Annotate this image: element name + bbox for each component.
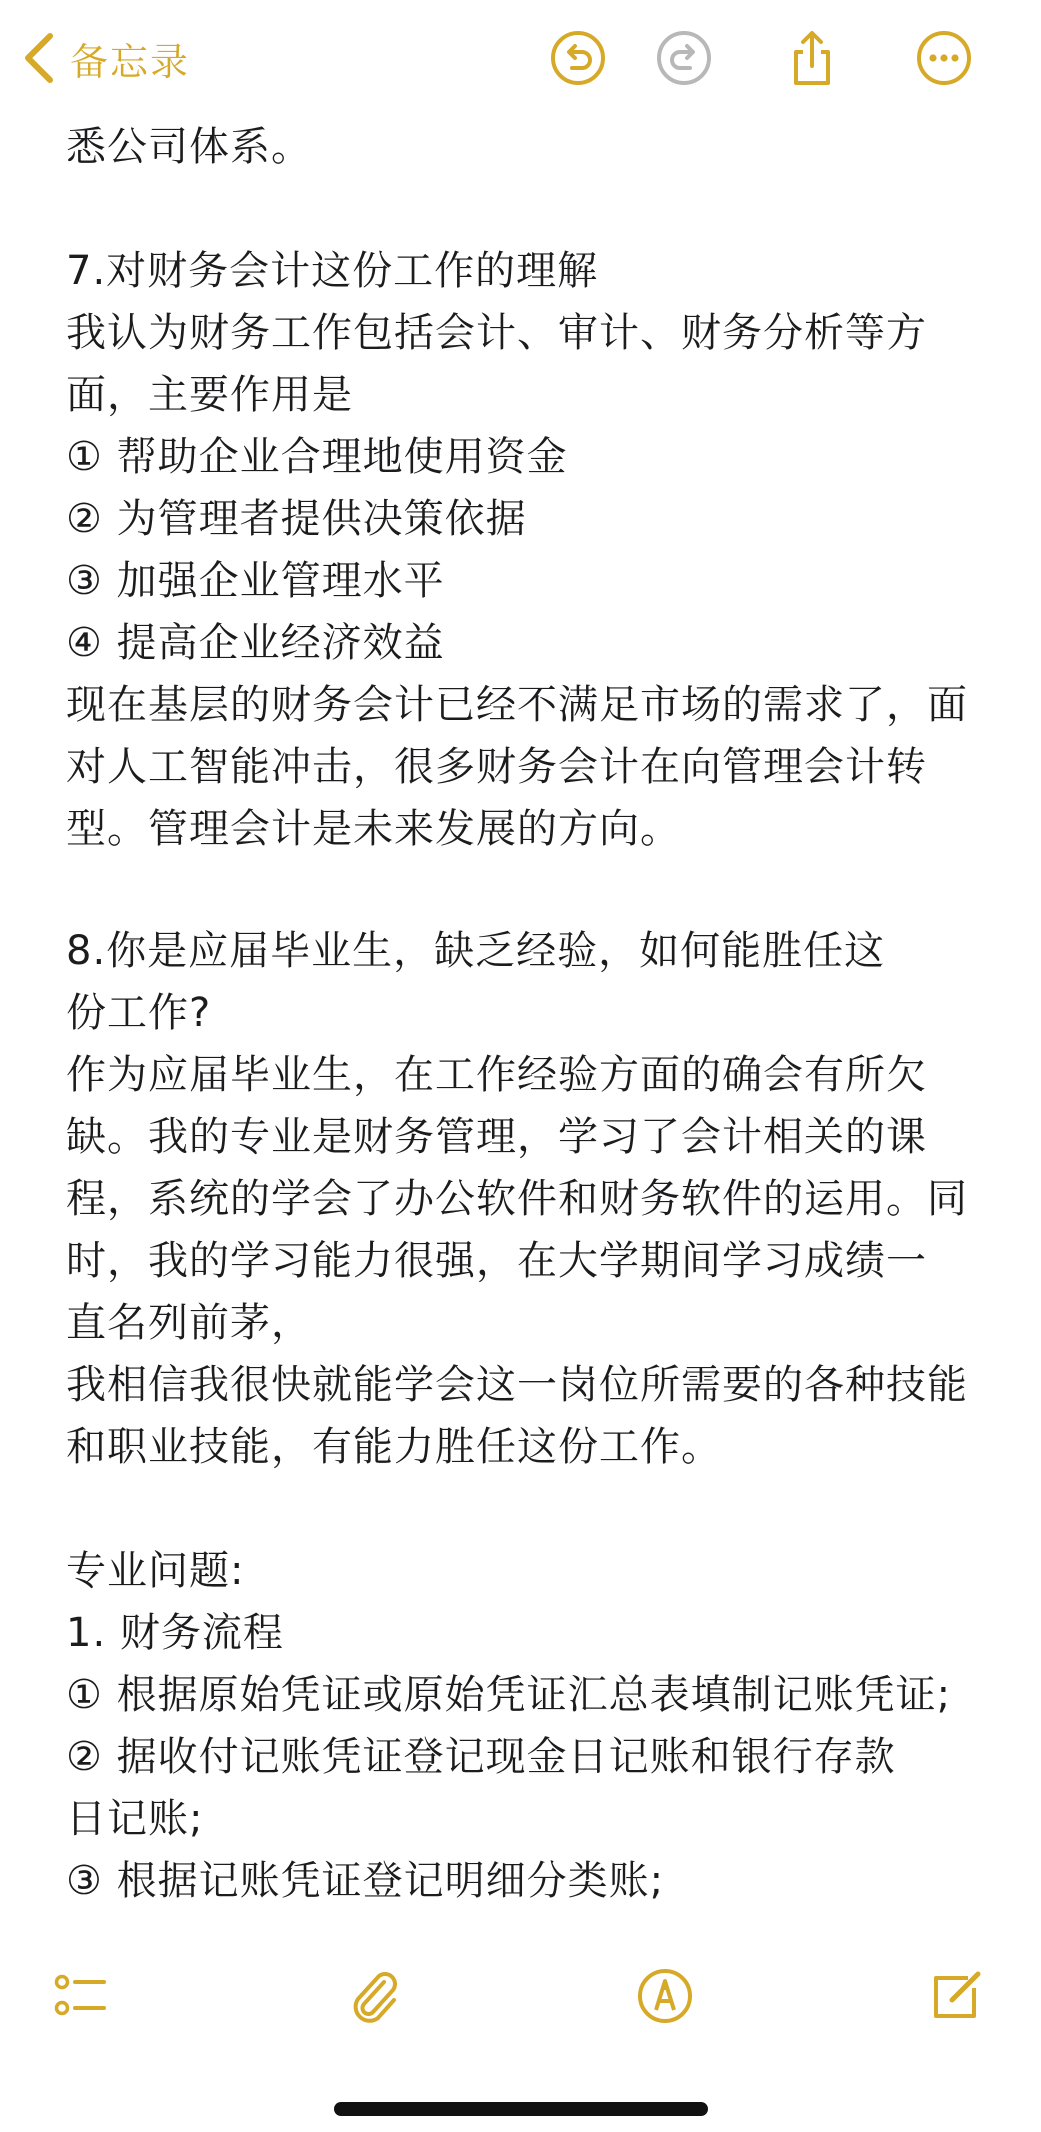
home-indicator: [334, 2102, 708, 2116]
more-button[interactable]: [914, 28, 974, 88]
note-line: 7.对财务会计这份工作的理解: [66, 248, 599, 294]
note-line: 型。管理会计是未来发展的方向。: [66, 806, 681, 852]
undo-icon: [548, 28, 608, 88]
note-line: ③ 根据记账凭证登记明细分类账;: [66, 1858, 665, 1904]
markup-pen-icon: [635, 1966, 695, 2026]
note-line: ① 根据原始凭证或原始凭证汇总表填制记账凭证;: [66, 1672, 952, 1718]
note-line: 专业问题:: [66, 1548, 245, 1594]
note-line: 悉公司体系。: [66, 124, 312, 170]
note-line: 作为应届毕业生，在工作经验方面的确会有所欠: [66, 1052, 927, 1098]
more-icon: [914, 28, 974, 88]
note-line: 和职业技能，有能力胜任这份工作。: [66, 1424, 722, 1470]
note-line: ② 为管理者提供决策依据: [66, 496, 527, 542]
note-line: 时，我的学习能力很强，在大学期间学习成绩一: [66, 1238, 927, 1284]
back-button[interactable]: [22, 26, 190, 90]
undo-button[interactable]: [548, 28, 608, 88]
checklist-button[interactable]: [50, 1966, 110, 2026]
chevron-left-icon: [22, 32, 56, 84]
compose-icon: [926, 1966, 986, 2026]
note-line: ④ 提高企业经济效益: [66, 620, 445, 666]
note-line: 程，系统的学会了办公软件和财务软件的运用。同: [66, 1176, 968, 1222]
checklist-icon: [50, 1966, 110, 2026]
share-icon: [782, 28, 842, 88]
markup-button[interactable]: [635, 1966, 695, 2026]
note-line: 对人工智能冲击，很多财务会计在向管理会计转: [66, 744, 927, 790]
note-line: 缺。我的专业是财务管理，学习了会计相关的课: [66, 1114, 927, 1160]
note-line: 1. 财务流程: [66, 1610, 284, 1656]
redo-icon: [654, 28, 714, 88]
navigation-bar: [0, 0, 1041, 118]
paperclip-icon: [344, 1966, 404, 2026]
note-line: 份工作?: [66, 990, 212, 1036]
attachment-button[interactable]: [344, 1966, 404, 2026]
note-line: 我认为财务工作包括会计、审计、财务分析等方: [66, 310, 927, 356]
back-button-label: 备忘录: [70, 39, 191, 84]
note-line: 8.你是应届毕业生，缺乏经验，如何能胜任这: [66, 928, 886, 974]
compose-button[interactable]: [926, 1966, 986, 2026]
note-line: 现在基层的财务会计已经不满足市场的需求了，面: [66, 682, 968, 728]
note-line: 直名列前茅，: [66, 1300, 312, 1346]
note-line: 日记账;: [66, 1796, 204, 1842]
note-line: 面，主要作用是: [66, 372, 353, 418]
note-line: ① 帮助企业合理地使用资金: [66, 434, 568, 480]
note-line: ③ 加强企业管理水平: [66, 558, 445, 604]
note-line: ② 据收付记账凭证登记现金日记账和银行存款: [66, 1734, 896, 1780]
note-line: 我相信我很快就能学会这一岗位所需要的各种技能: [66, 1362, 968, 1408]
share-button[interactable]: [782, 28, 842, 88]
redo-button[interactable]: [654, 28, 714, 88]
